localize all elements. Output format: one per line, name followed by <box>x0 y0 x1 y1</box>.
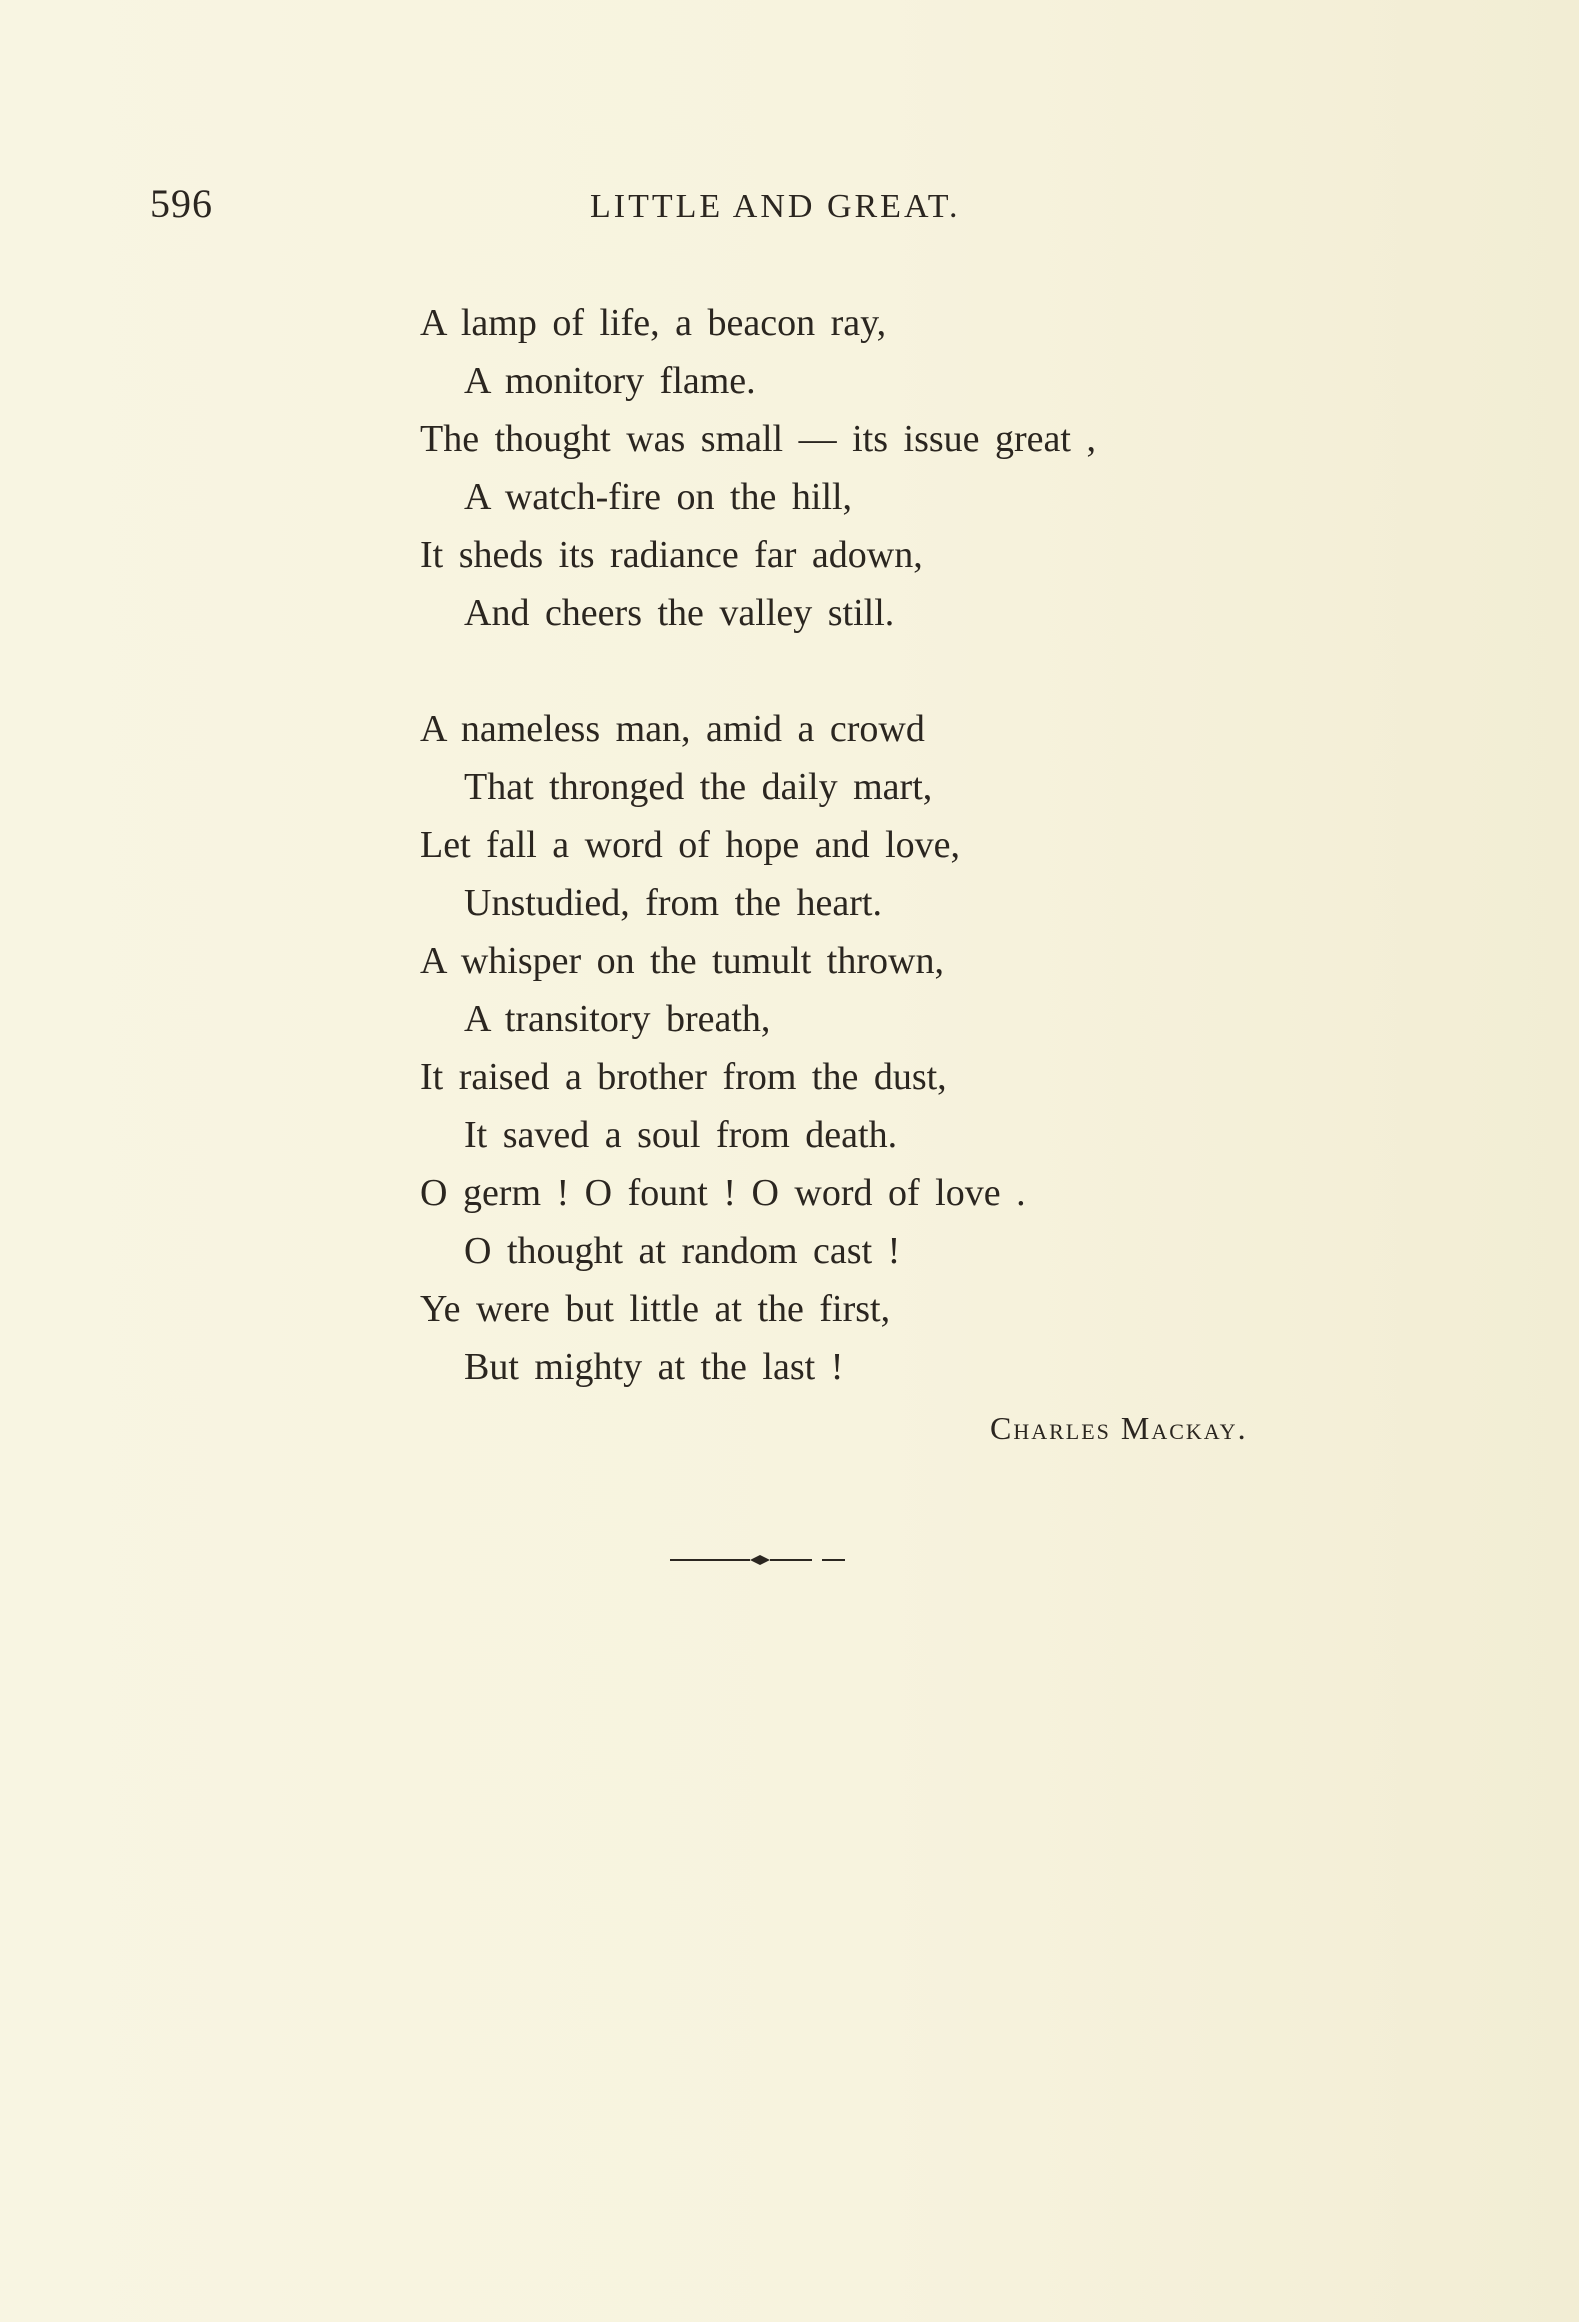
poem <box>420 294 1320 1396</box>
poem-line: It sheds its radiance far adown, <box>420 534 923 576</box>
poem-line: It saved a soul from death. <box>464 1114 898 1156</box>
poem-line: A watch-fire on the hill, <box>464 476 853 518</box>
poem-line: A monitory flame. <box>464 360 756 402</box>
stanza-gap <box>420 642 1320 700</box>
stanza-1 <box>420 294 1320 642</box>
poem-line: A lamp of life, a beacon ray, <box>420 302 887 344</box>
poem-line: But mighty at the last ! <box>464 1346 844 1388</box>
poem-line: O thought at random cast ! <box>464 1230 901 1272</box>
poem-line: That thronged the daily mart, <box>464 766 933 808</box>
poem-line: Let fall a word of hope and love, <box>420 824 961 866</box>
poem-line: A nameless man, amid a crowd <box>420 708 925 750</box>
poem-line: O germ ! O fount ! O word of love . <box>420 1172 1026 1214</box>
poem-line: Ye were but little at the first, <box>420 1288 891 1330</box>
poem-line: Unstudied, from the heart. <box>464 882 882 924</box>
poem-line: The thought was small — its issue great , <box>420 418 1096 460</box>
poem-line: And cheers the valley still. <box>464 592 895 634</box>
page-number: 596 <box>150 181 213 226</box>
poem-line: A whisper on the tumult thrown, <box>420 940 944 982</box>
author-attribution: Charles Mackay. <box>990 1410 1248 1446</box>
poem-line: A transitory breath, <box>464 998 771 1040</box>
stanza-2 <box>420 700 1320 1396</box>
running-head-title: LITTLE AND GREAT. <box>590 188 961 225</box>
divider-ornament-icon <box>670 1550 845 1570</box>
poem-line: It raised a brother from the dust, <box>420 1056 947 1098</box>
